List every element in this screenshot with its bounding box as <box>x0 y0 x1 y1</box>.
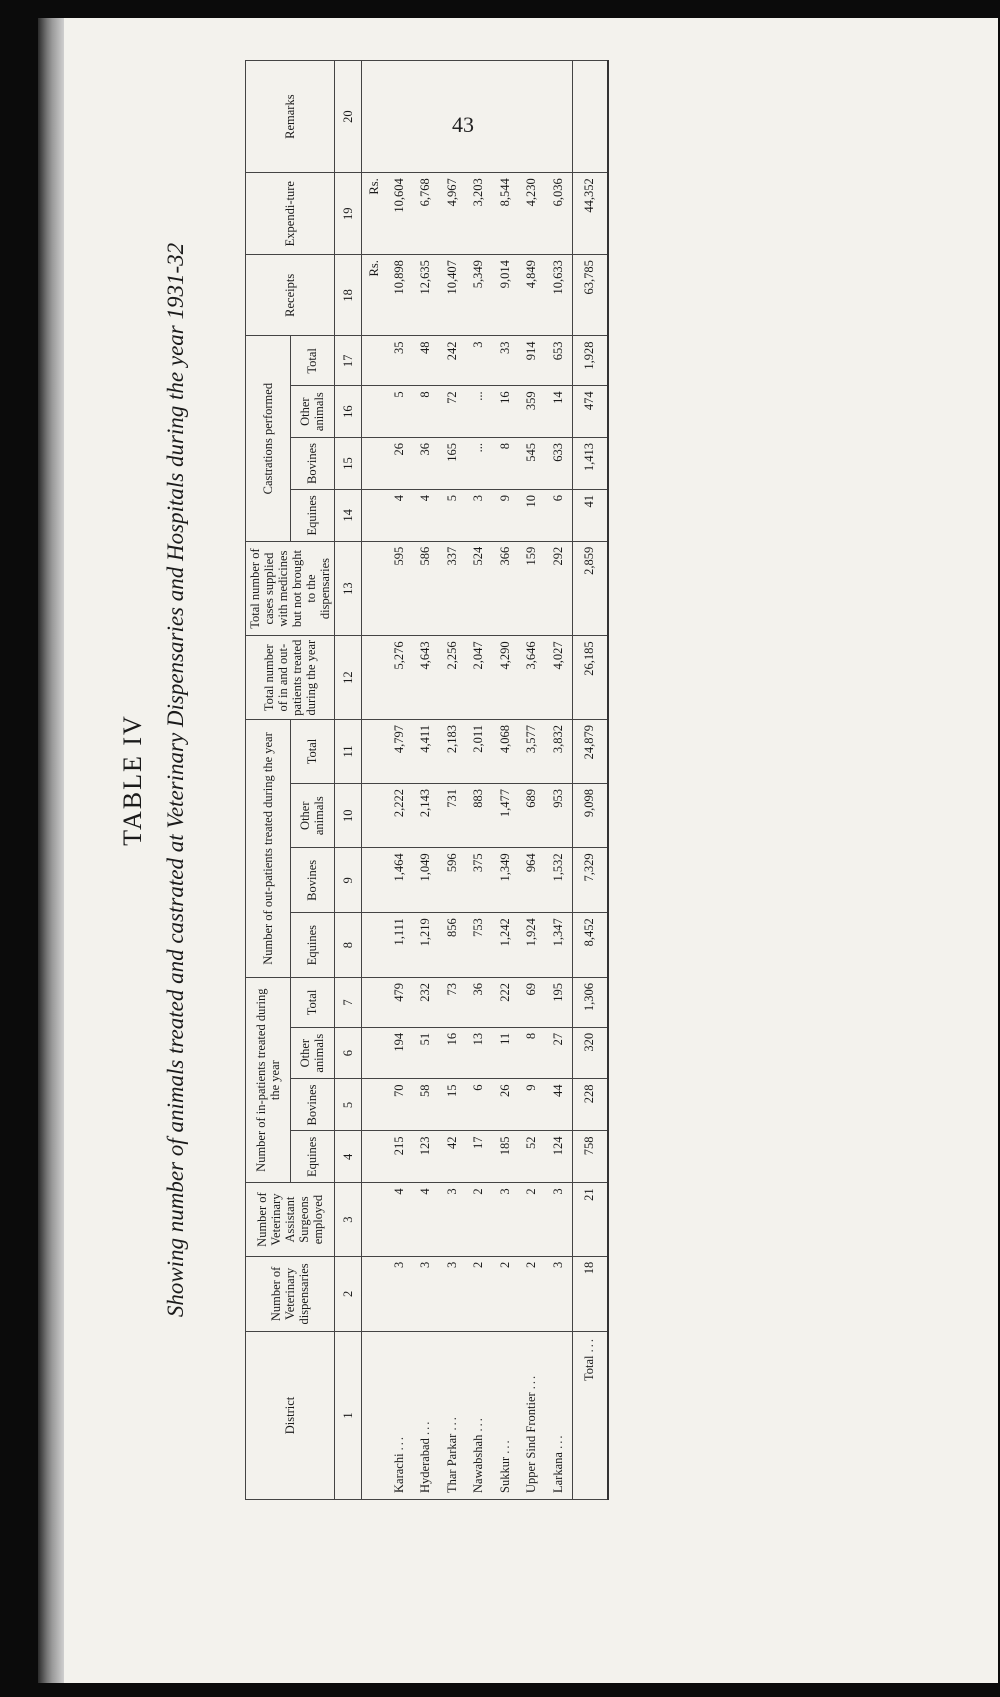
cell: 165 <box>439 437 466 489</box>
cell: 4,230 <box>519 173 546 255</box>
cell: 9,014 <box>492 255 519 336</box>
cell: 3 <box>439 1256 466 1331</box>
cell: 2,143 <box>413 783 440 847</box>
cell: 359 <box>519 386 546 438</box>
cell: 2,256 <box>439 636 466 720</box>
remarks-cell <box>439 61 466 173</box>
cell: 1,111 <box>386 913 413 978</box>
cell: 10,898 <box>386 255 413 336</box>
remarks-cell <box>572 61 608 173</box>
cell: 1,349 <box>492 848 519 913</box>
cell: 3,646 <box>519 636 546 720</box>
cell: 35 <box>386 336 413 386</box>
cell: 4 <box>413 489 440 541</box>
cell: 5,349 <box>466 255 493 336</box>
cell: 596 <box>439 848 466 913</box>
cell: 5 <box>386 386 413 438</box>
header-receipts: Receipts <box>246 255 335 336</box>
header-out-total: Total <box>290 720 335 784</box>
header-row-groups <box>246 61 291 1500</box>
cell: 194 <box>386 1027 413 1079</box>
total-cell: 26,185 <box>572 636 608 720</box>
cell: 883 <box>466 783 493 847</box>
cell: 1,242 <box>492 913 519 978</box>
total-cell: 1,306 <box>572 978 608 1028</box>
table-title: TABLE IV <box>118 714 147 846</box>
cell: 232 <box>413 978 440 1028</box>
cell: 3 <box>492 1183 519 1256</box>
remarks-cell <box>545 61 572 173</box>
unit-expenditure: Rs. <box>362 173 387 255</box>
cell: 1,049 <box>413 848 440 913</box>
cell: 159 <box>519 541 546 636</box>
total-cell: 758 <box>572 1131 608 1183</box>
cell: 4,290 <box>492 636 519 720</box>
column-number: 8 <box>335 913 362 978</box>
cell: 242 <box>439 336 466 386</box>
total-cell: 474 <box>572 386 608 438</box>
header-out-equines: Equines <box>290 913 335 978</box>
cell: 72 <box>439 386 466 438</box>
total-cell: 228 <box>572 1079 608 1131</box>
header-in-bovines: Bovines <box>290 1079 335 1131</box>
cell: 6,036 <box>545 173 572 255</box>
header-out-other: Other animals <box>290 783 335 847</box>
cell: 1,347 <box>545 913 572 978</box>
cell: 1,464 <box>386 848 413 913</box>
cell: 26 <box>386 437 413 489</box>
table-subtitle: Showing number of animals treated and castrated at Veterinary Dispensaries and Hospitals during the year 1931-32 <box>163 242 188 1318</box>
cell: 2,011 <box>466 720 493 784</box>
table-row <box>386 61 413 1500</box>
column-number: 18 <box>335 255 362 336</box>
cell: 2 <box>519 1256 546 1331</box>
cell: 375 <box>466 848 493 913</box>
cell: 2,222 <box>386 783 413 847</box>
column-number: 10 <box>335 783 362 847</box>
cell: 731 <box>439 783 466 847</box>
rotated-table-block <box>60 20 1000 1540</box>
cell: 51 <box>413 1027 440 1079</box>
column-number: 3 <box>335 1183 362 1256</box>
column-number: 5 <box>335 1079 362 1131</box>
district-name: Larkana <box>550 1452 565 1493</box>
cell: 3,832 <box>545 720 572 784</box>
cell: 13 <box>466 1027 493 1079</box>
cell: 4,411 <box>413 720 440 784</box>
cell: 5,276 <box>386 636 413 720</box>
cell: 3 <box>466 489 493 541</box>
column-number: 20 <box>335 61 362 173</box>
total-cell: 7,329 <box>572 848 608 913</box>
header-in-total: Total <box>290 978 335 1028</box>
header-district: District <box>246 1332 335 1500</box>
remarks-cell <box>492 61 519 173</box>
table-row <box>545 61 572 1500</box>
header-in-patients: Number of in-patients treated during the year <box>246 978 291 1183</box>
column-number: 2 <box>335 1256 362 1331</box>
cell: 10,407 <box>439 255 466 336</box>
cell: 4,967 <box>439 173 466 255</box>
header-in-other: Other animals <box>290 1027 335 1079</box>
table-row <box>492 61 519 1500</box>
total-cell: 63,785 <box>572 255 608 336</box>
cell: 17 <box>466 1131 493 1183</box>
leader-dots: ... <box>497 1438 512 1454</box>
cell: 6 <box>466 1079 493 1131</box>
column-number: 7 <box>335 978 362 1028</box>
cell: 12,635 <box>413 255 440 336</box>
header-medicines-cases: Total number of cases supplied with medicines but not brought to the dispensaries <box>246 541 335 636</box>
cell: 44 <box>545 1079 572 1131</box>
header-remarks: Remarks <box>246 61 335 173</box>
cell: 36 <box>413 437 440 489</box>
table-row <box>413 61 440 1500</box>
column-number: 6 <box>335 1027 362 1079</box>
header-total-in-out: Total number of in and out-patients treated during the year <box>246 636 335 720</box>
header-c-bovines: Bovines <box>290 437 335 489</box>
cell: 3 <box>466 336 493 386</box>
district-name: Nawabshah <box>471 1434 486 1493</box>
total-cell: 21 <box>572 1183 608 1256</box>
cell: 27 <box>545 1027 572 1079</box>
cell: 1,477 <box>492 783 519 847</box>
column-number: 11 <box>335 720 362 784</box>
cell: 914 <box>519 336 546 386</box>
column-number: 13 <box>335 541 362 636</box>
cell: 292 <box>545 541 572 636</box>
cell: 10,604 <box>386 173 413 255</box>
cell: 3 <box>545 1256 572 1331</box>
cell: 15 <box>439 1079 466 1131</box>
cell: 6 <box>545 489 572 541</box>
district-name: Thar Parkar <box>444 1433 459 1493</box>
column-number: 12 <box>335 636 362 720</box>
cell: 1,532 <box>545 848 572 913</box>
cell: 3,577 <box>519 720 546 784</box>
column-number: 16 <box>335 386 362 438</box>
cell: 215 <box>386 1131 413 1183</box>
cell: 14 <box>545 386 572 438</box>
cell: 8 <box>492 437 519 489</box>
cell: 195 <box>545 978 572 1028</box>
cell: 8 <box>413 386 440 438</box>
cell: 2 <box>466 1183 493 1256</box>
cell: 964 <box>519 848 546 913</box>
cell: 10 <box>519 489 546 541</box>
total-cell: 1,413 <box>572 437 608 489</box>
cell: 9 <box>492 489 519 541</box>
header-in-equines: Equines <box>290 1131 335 1183</box>
leader-dots: ... <box>524 1373 539 1390</box>
cell: 4 <box>386 1183 413 1256</box>
cell: 753 <box>466 913 493 978</box>
cell: 5 <box>439 489 466 541</box>
remarks-cell <box>386 61 413 173</box>
cell: 337 <box>439 541 466 636</box>
cell: 689 <box>519 783 546 847</box>
total-label: Total <box>582 1355 596 1382</box>
leader-dots: ... <box>418 1419 433 1436</box>
column-number: 17 <box>335 336 362 386</box>
cell: 2 <box>492 1256 519 1331</box>
cell: 2,183 <box>439 720 466 784</box>
cell: 3 <box>545 1183 572 1256</box>
cell: 1,924 <box>519 913 546 978</box>
cell: 69 <box>519 978 546 1028</box>
remarks-cell <box>466 61 493 173</box>
total-cell: 1,928 <box>572 336 608 386</box>
cell: 633 <box>545 437 572 489</box>
leader-dots: ... <box>444 1415 459 1431</box>
header-c-equines: Equines <box>290 489 335 541</box>
cell: 42 <box>439 1131 466 1183</box>
cell: 123 <box>413 1131 440 1183</box>
table-row <box>439 61 466 1500</box>
cell: 48 <box>413 336 440 386</box>
total-cell: 2,859 <box>572 541 608 636</box>
leader-dots: ... <box>550 1433 565 1449</box>
total-cell: 24,879 <box>572 720 608 784</box>
column-number-row <box>335 61 362 1500</box>
header-c-total: Total <box>290 336 335 386</box>
cell: 185 <box>492 1131 519 1183</box>
statistics-table <box>245 60 609 1500</box>
cell: 2,047 <box>466 636 493 720</box>
cell: 653 <box>545 336 572 386</box>
cell: 4,027 <box>545 636 572 720</box>
column-number: 4 <box>335 1131 362 1183</box>
leader-dots: ... <box>391 1434 406 1451</box>
cell: 3 <box>413 1256 440 1331</box>
cell: 4 <box>386 489 413 541</box>
unit-row <box>362 61 387 1500</box>
cell: 8 <box>519 1027 546 1079</box>
cell: 524 <box>466 541 493 636</box>
cell: ... <box>466 437 493 489</box>
column-number: 19 <box>335 173 362 255</box>
column-number: 14 <box>335 489 362 541</box>
cell: 36 <box>466 978 493 1028</box>
cell: 953 <box>545 783 572 847</box>
leader-dots: ... <box>582 1337 596 1353</box>
header-surgeons: Number of Veterinary Assistant Surgeons employed <box>246 1183 335 1256</box>
column-number: 1 <box>335 1332 362 1500</box>
cell: 1,219 <box>413 913 440 978</box>
cell: 52 <box>519 1131 546 1183</box>
cell: 2 <box>466 1256 493 1331</box>
district-name: Upper Sind Frontier <box>524 1392 539 1493</box>
cell: 366 <box>492 541 519 636</box>
header-out-patients: Number of out-patients treated during the year <box>246 720 291 978</box>
cell: 4 <box>413 1183 440 1256</box>
header-c-other: Other animals <box>290 386 335 438</box>
cell: 73 <box>439 978 466 1028</box>
district-name: Sukkur <box>497 1456 512 1493</box>
cell: 6,768 <box>413 173 440 255</box>
table-row <box>519 61 546 1500</box>
cell: 3,203 <box>466 173 493 255</box>
cell: 856 <box>439 913 466 978</box>
leader-dots: ... <box>471 1416 486 1432</box>
total-cell: 44,352 <box>572 173 608 255</box>
cell: 4,797 <box>386 720 413 784</box>
cell: 3 <box>439 1183 466 1256</box>
cell: ... <box>466 386 493 438</box>
cell: 222 <box>492 978 519 1028</box>
cell: 3 <box>386 1256 413 1331</box>
total-cell: 41 <box>572 489 608 541</box>
cell: 479 <box>386 978 413 1028</box>
cell: 4,643 <box>413 636 440 720</box>
cell: 4,068 <box>492 720 519 784</box>
column-number: 9 <box>335 848 362 913</box>
cell: 16 <box>492 386 519 438</box>
cell: 33 <box>492 336 519 386</box>
cell: 595 <box>386 541 413 636</box>
remarks-cell <box>519 61 546 173</box>
total-cell: 320 <box>572 1027 608 1079</box>
header-dispensaries: Number of Veterinary dispensaries <box>246 1256 335 1331</box>
cell: 8,544 <box>492 173 519 255</box>
cell: 545 <box>519 437 546 489</box>
header-expenditure: Expendi-ture <box>246 173 335 255</box>
cell: 124 <box>545 1131 572 1183</box>
district-name: Karachi <box>391 1453 406 1493</box>
unit-receipts: Rs. <box>362 255 387 336</box>
district-name: Hyderabad <box>418 1438 433 1493</box>
cell: 10,633 <box>545 255 572 336</box>
page-number: 43 <box>452 112 474 137</box>
header-out-bovines: Bovines <box>290 848 335 913</box>
total-cell: 18 <box>572 1256 608 1331</box>
cell: 586 <box>413 541 440 636</box>
cell: 26 <box>492 1079 519 1131</box>
remarks-cell <box>413 61 440 173</box>
cell: 70 <box>386 1079 413 1131</box>
cell: 58 <box>413 1079 440 1131</box>
total-cell: 8,452 <box>572 913 608 978</box>
cell: 4,849 <box>519 255 546 336</box>
cell: 11 <box>492 1027 519 1079</box>
cell: 9 <box>519 1079 546 1131</box>
column-number: 15 <box>335 437 362 489</box>
total-row <box>572 61 608 1500</box>
cell: 16 <box>439 1027 466 1079</box>
table-row <box>466 61 493 1500</box>
header-castrations: Castrations performed <box>246 336 291 541</box>
total-cell: 9,098 <box>572 783 608 847</box>
cell: 2 <box>519 1183 546 1256</box>
